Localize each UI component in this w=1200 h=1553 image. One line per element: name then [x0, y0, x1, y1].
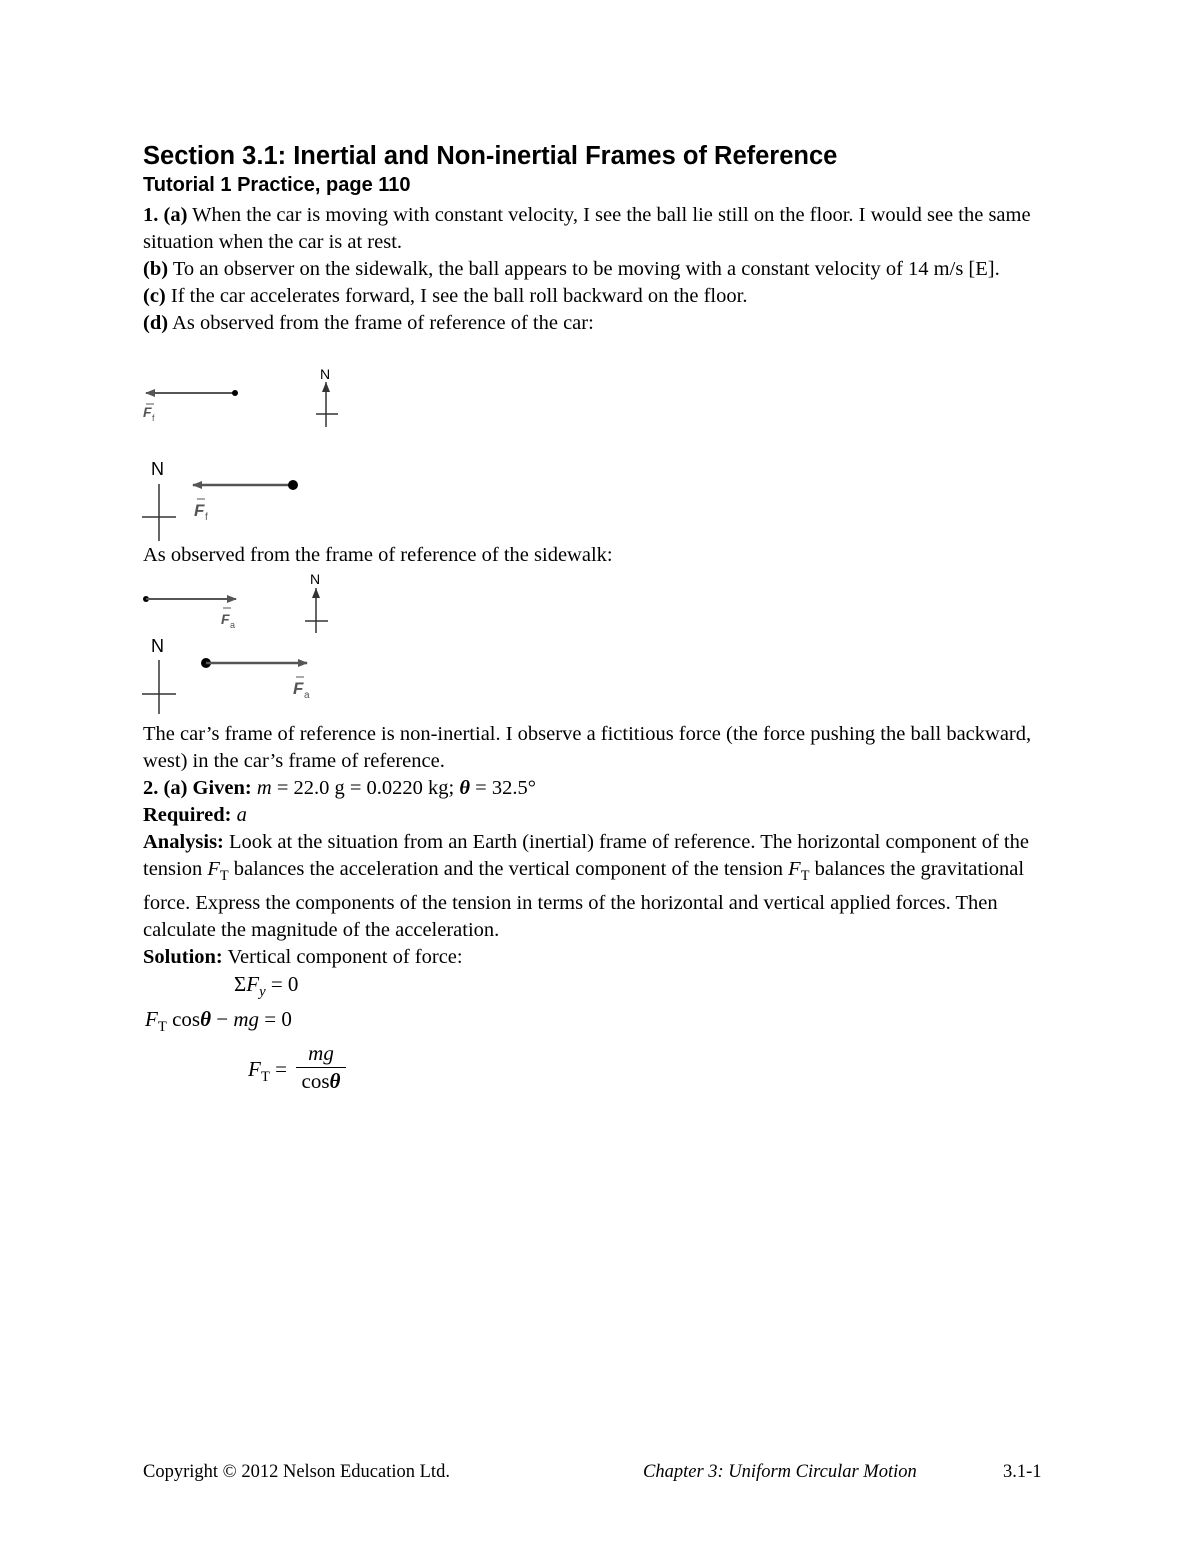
- footer-chapter: Chapter 3: Uniform Circular Motion: [643, 1462, 917, 1482]
- eq2-rhs: = 0: [258, 1007, 292, 1031]
- tension-symbol: F: [145, 1007, 158, 1031]
- sidewalk-caption: As observed from the frame of reference of the sidewalk:: [143, 544, 613, 566]
- q2-analysis: [143, 829, 1073, 944]
- section-title: Section 3.1: Inertial and Non-inertial Frames of Reference: [143, 142, 838, 170]
- compass-north-label: N: [310, 571, 321, 587]
- ball-dot: [232, 390, 238, 396]
- compass-north-label: N: [151, 636, 164, 656]
- theta-symbol: θ: [200, 1007, 211, 1031]
- y-subscript: y: [259, 984, 266, 1001]
- tension-symbol: F: [788, 858, 801, 880]
- applied-force-label: F: [221, 611, 230, 627]
- q1d-label: (d): [143, 312, 169, 334]
- car-frame-diagram-2: [142, 459, 298, 541]
- tutorial-title: Tutorial 1 Practice, page 110: [143, 174, 411, 196]
- sigma-symbol: Σ: [234, 972, 247, 996]
- fraction-denominator-cos: cos: [301, 1069, 330, 1093]
- analysis-text-3: balances the gravitational force. Express the components of the tension in terms of the horizontal and vertical applied forces. Then calculate the magnitude of the acceleration.: [143, 858, 1025, 942]
- theta-symbol: θ: [459, 777, 471, 799]
- applied-force-label: F: [293, 679, 304, 698]
- theta-symbol: θ: [329, 1069, 341, 1093]
- friction-force-label: F: [143, 404, 152, 420]
- sidewalk-frame-diagram-1: [143, 571, 328, 633]
- footer-page-number: 3.1-1: [1003, 1462, 1042, 1482]
- friction-force-label: F: [194, 501, 205, 520]
- q2-solution-label: Solution:: [143, 946, 223, 969]
- eq1-rhs: = 0: [265, 972, 299, 996]
- analysis-text-1: Look at the situation from an Earth (inertial) frame of reference. The horizontal component of the tension: [143, 831, 1029, 880]
- q2-solution: [143, 944, 1073, 971]
- q1d-text: As observed from the frame of reference of the car:: [172, 312, 594, 334]
- compass-north-label: N: [151, 459, 164, 479]
- compass-arrow-icon: [322, 382, 330, 392]
- force-diagrams: [0, 0, 1200, 760]
- tension-symbol: F: [248, 1057, 261, 1081]
- q1a-label: 1. (a): [143, 204, 188, 226]
- solution-text: Vertical component of force:: [227, 946, 463, 969]
- ball-dot: [288, 480, 298, 490]
- mass-values: = 22.0 g = 0.0220 kg;: [271, 777, 460, 799]
- q2-given-label: 2. (a) Given:: [143, 777, 252, 799]
- force-symbol: F: [246, 972, 260, 996]
- q1b-text: To an observer on the sidewalk, the ball appears to be moving with a constant velocity of 14 m/s [E].: [172, 258, 1000, 280]
- applied-force-sub: a: [230, 620, 236, 630]
- footer-copyright: Copyright © 2012 Nelson Education Ltd.: [143, 1462, 450, 1482]
- fraction-numerator: mg: [308, 1041, 334, 1065]
- q1a-text: When the car is moving with constant velocity, I see the ball lie still on the floor. I would see the same situation when the car is at rest.: [143, 204, 1031, 253]
- tension-sub: T: [157, 1019, 167, 1036]
- cos-text: cos: [166, 1007, 201, 1031]
- q2-analysis-label: Analysis:: [143, 831, 224, 853]
- angle-value: = 32.5°: [470, 777, 536, 799]
- equation-tension-fraction: [296, 1041, 346, 1094]
- mg-term: mg: [233, 1007, 259, 1031]
- equation-sum-fy: [234, 972, 298, 1001]
- tension-symbol: F: [207, 858, 220, 880]
- tension-sub: T: [260, 1069, 270, 1086]
- minus-sign: −: [210, 1007, 234, 1031]
- friction-force-sub: f: [152, 413, 155, 423]
- mass-symbol: m: [256, 777, 272, 799]
- q2-required: [143, 802, 1073, 829]
- compass-arrow-icon: [312, 588, 320, 598]
- question-2-block: [143, 721, 1073, 971]
- tension-sub: T: [219, 868, 229, 885]
- analysis-text-2: balances the acceleration and the vertical component of the tension: [228, 858, 789, 880]
- q1c-label: (c): [143, 285, 166, 307]
- q1b-label: (b): [143, 258, 169, 280]
- equation-vertical-balance: [145, 1007, 292, 1036]
- tension-sub: T: [800, 868, 810, 885]
- q1c-text: If the car accelerates forward, I see the ball roll backward on the floor.: [170, 285, 748, 307]
- applied-force-sub: a: [304, 690, 310, 701]
- q2-given: [143, 775, 1073, 802]
- compass-north-label: N: [320, 366, 331, 382]
- car-frame-diagram-1: [143, 366, 338, 427]
- equals-sign: =: [269, 1057, 287, 1081]
- q2-required-label: Required:: [143, 804, 232, 826]
- equation-tension-lhs: [248, 1057, 287, 1086]
- sidewalk-frame-diagram-2: [142, 636, 310, 714]
- acceleration-symbol: a: [236, 804, 247, 826]
- q1-conclusion: The car’s frame of reference is non-inertial. I observe a fictitious force (the force pushing the ball backward, west) in the car’s frame of reference.: [143, 723, 1032, 772]
- friction-force-sub: f: [205, 512, 208, 523]
